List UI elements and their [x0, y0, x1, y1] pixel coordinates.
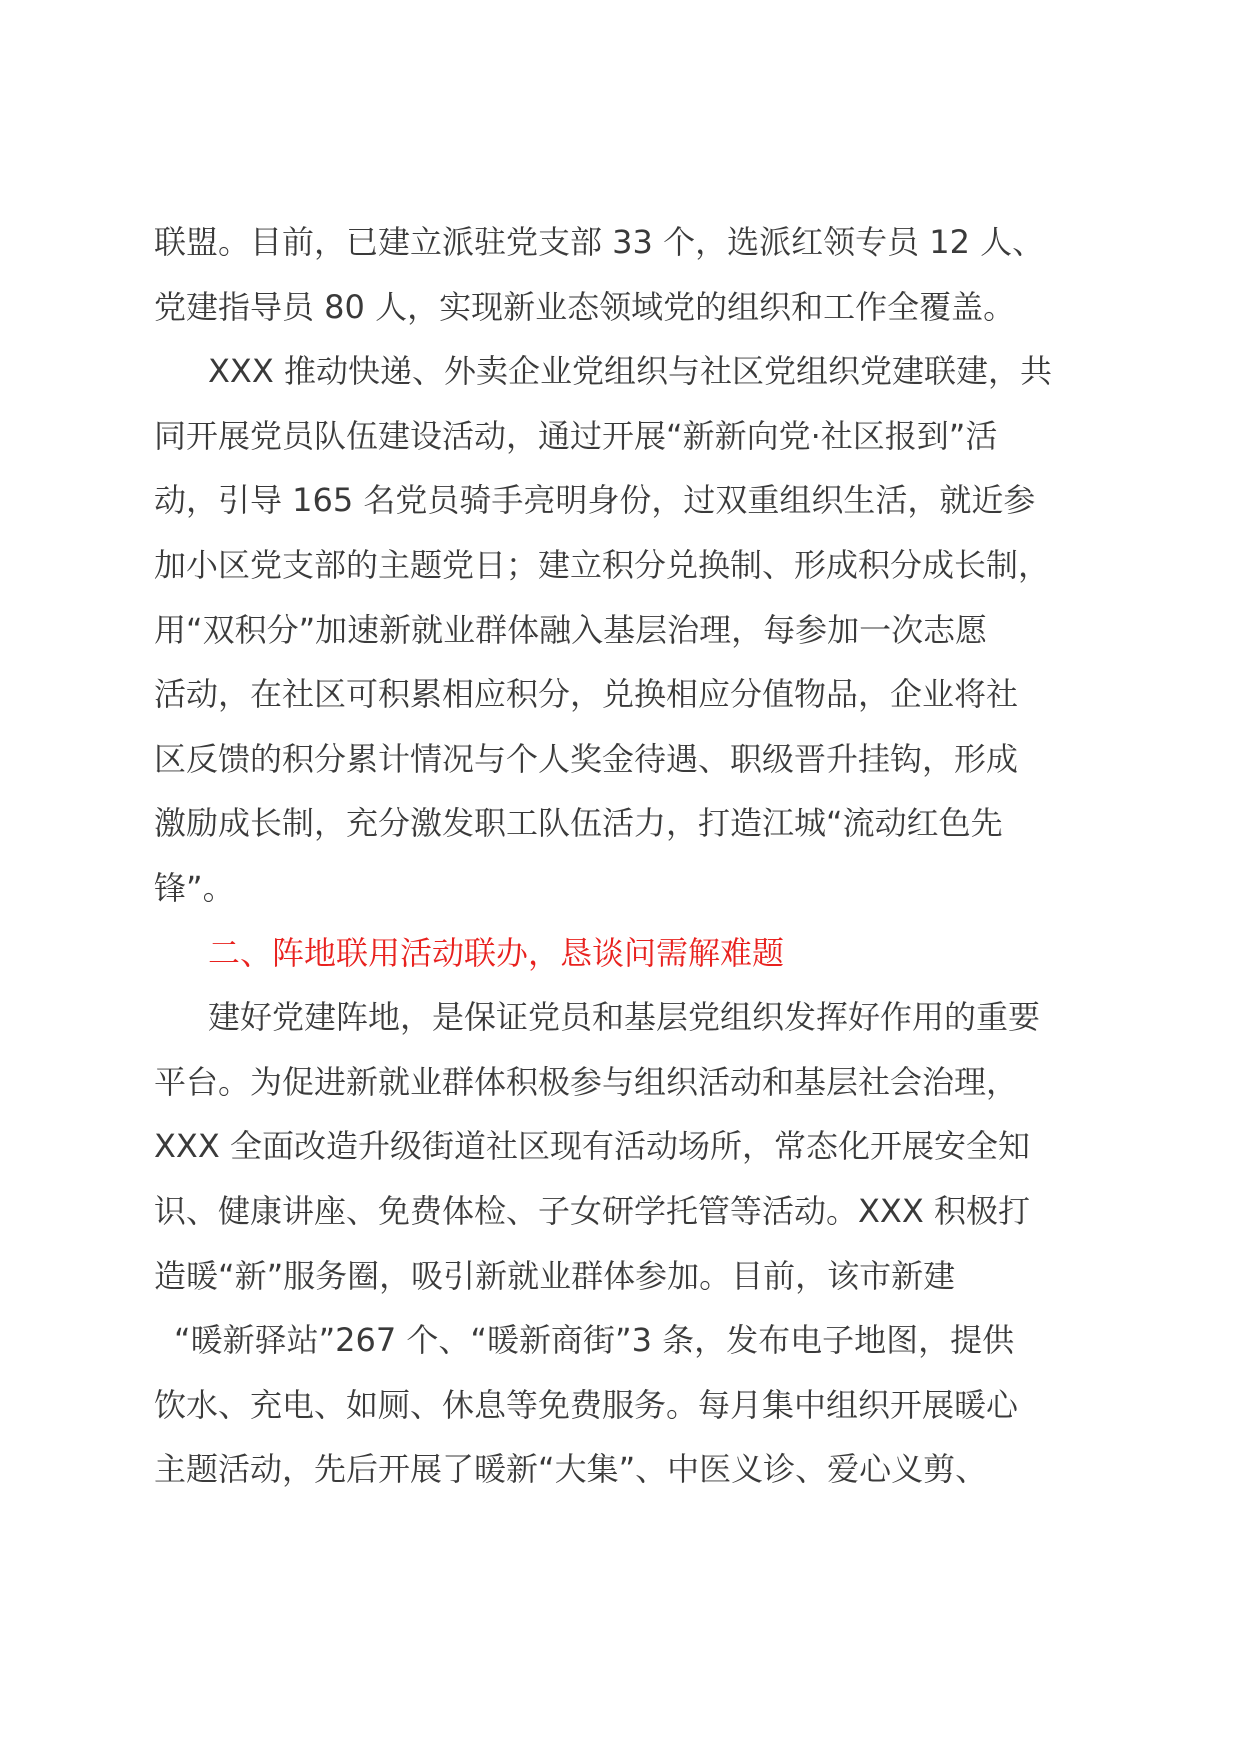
paragraph-line: 造暖“新”服务圈，吸引新就业群体参加。目前，该市新建 [154, 1256, 956, 1295]
paragraph-line: 用“双积分”加速新就业群体融入基层治理，每参加一次志愿 [154, 610, 988, 649]
document-body [154, 210, 1094, 1502]
paragraph-line: XXX 全面改造升级街道社区现有活动场所，常态化开展安全知 [154, 1127, 1030, 1166]
paragraph-line: 区反馈的积分累计情况与个人奖金待遇、职级晋升挂钩，形成 [154, 739, 1019, 778]
paragraph-line: 加小区党支部的主题党日；建立积分兑换制、形成积分成长制， [154, 545, 1051, 584]
paragraph-line: “暖新驿站”267 个、“暖新商街”3 条，发布电子地图，提供 [174, 1321, 1015, 1360]
section-heading: 二、阵地联用活动联办，恳谈问需解难题 [208, 933, 785, 972]
paragraph-line: 动，引导 165 名党员骑手亮明身份，过双重组织生活，就近参 [154, 481, 1036, 520]
paragraph-line: 同开展党员队伍建设活动，通过开展“新新向党·社区报到”活 [154, 416, 998, 455]
paragraph-line: 建好党建阵地，是保证党员和基层党组织发挥好作用的重要 [208, 998, 1041, 1037]
paragraph-line: XXX 推动快递、外卖企业党组织与社区党组织党建联建，共 [208, 352, 1052, 391]
paragraph-line: 主题活动，先后开展了暖新“大集”、中医义诊、爱心义剪、 [154, 1450, 988, 1489]
paragraph-line: 锋”。 [154, 868, 235, 907]
paragraph-line: 党建指导员 80 人，实现新业态领域党的组织和工作全覆盖。 [154, 287, 1016, 326]
paragraph-line: 激励成长制，充分激发职工队伍活力，打造江城“流动红色先 [154, 804, 1003, 843]
paragraph-line: 活动，在社区可积累相应积分，兑换相应分值物品，企业将社 [154, 675, 1019, 714]
paragraph-line: 识、健康讲座、免费体检、子女研学托管等活动。XXX 积极打 [154, 1191, 1030, 1230]
paragraph-line: 饮水、充电、如厕、休息等免费服务。每月集中组织开展暖心 [154, 1385, 1019, 1424]
paragraph-line: 联盟。目前，已建立派驻党支部 33 个，选派红领专员 12 人、 [154, 223, 1045, 261]
paragraph-line: 平台。为促进新就业群体积极参与组织活动和基层社会治理， [154, 1062, 1019, 1101]
